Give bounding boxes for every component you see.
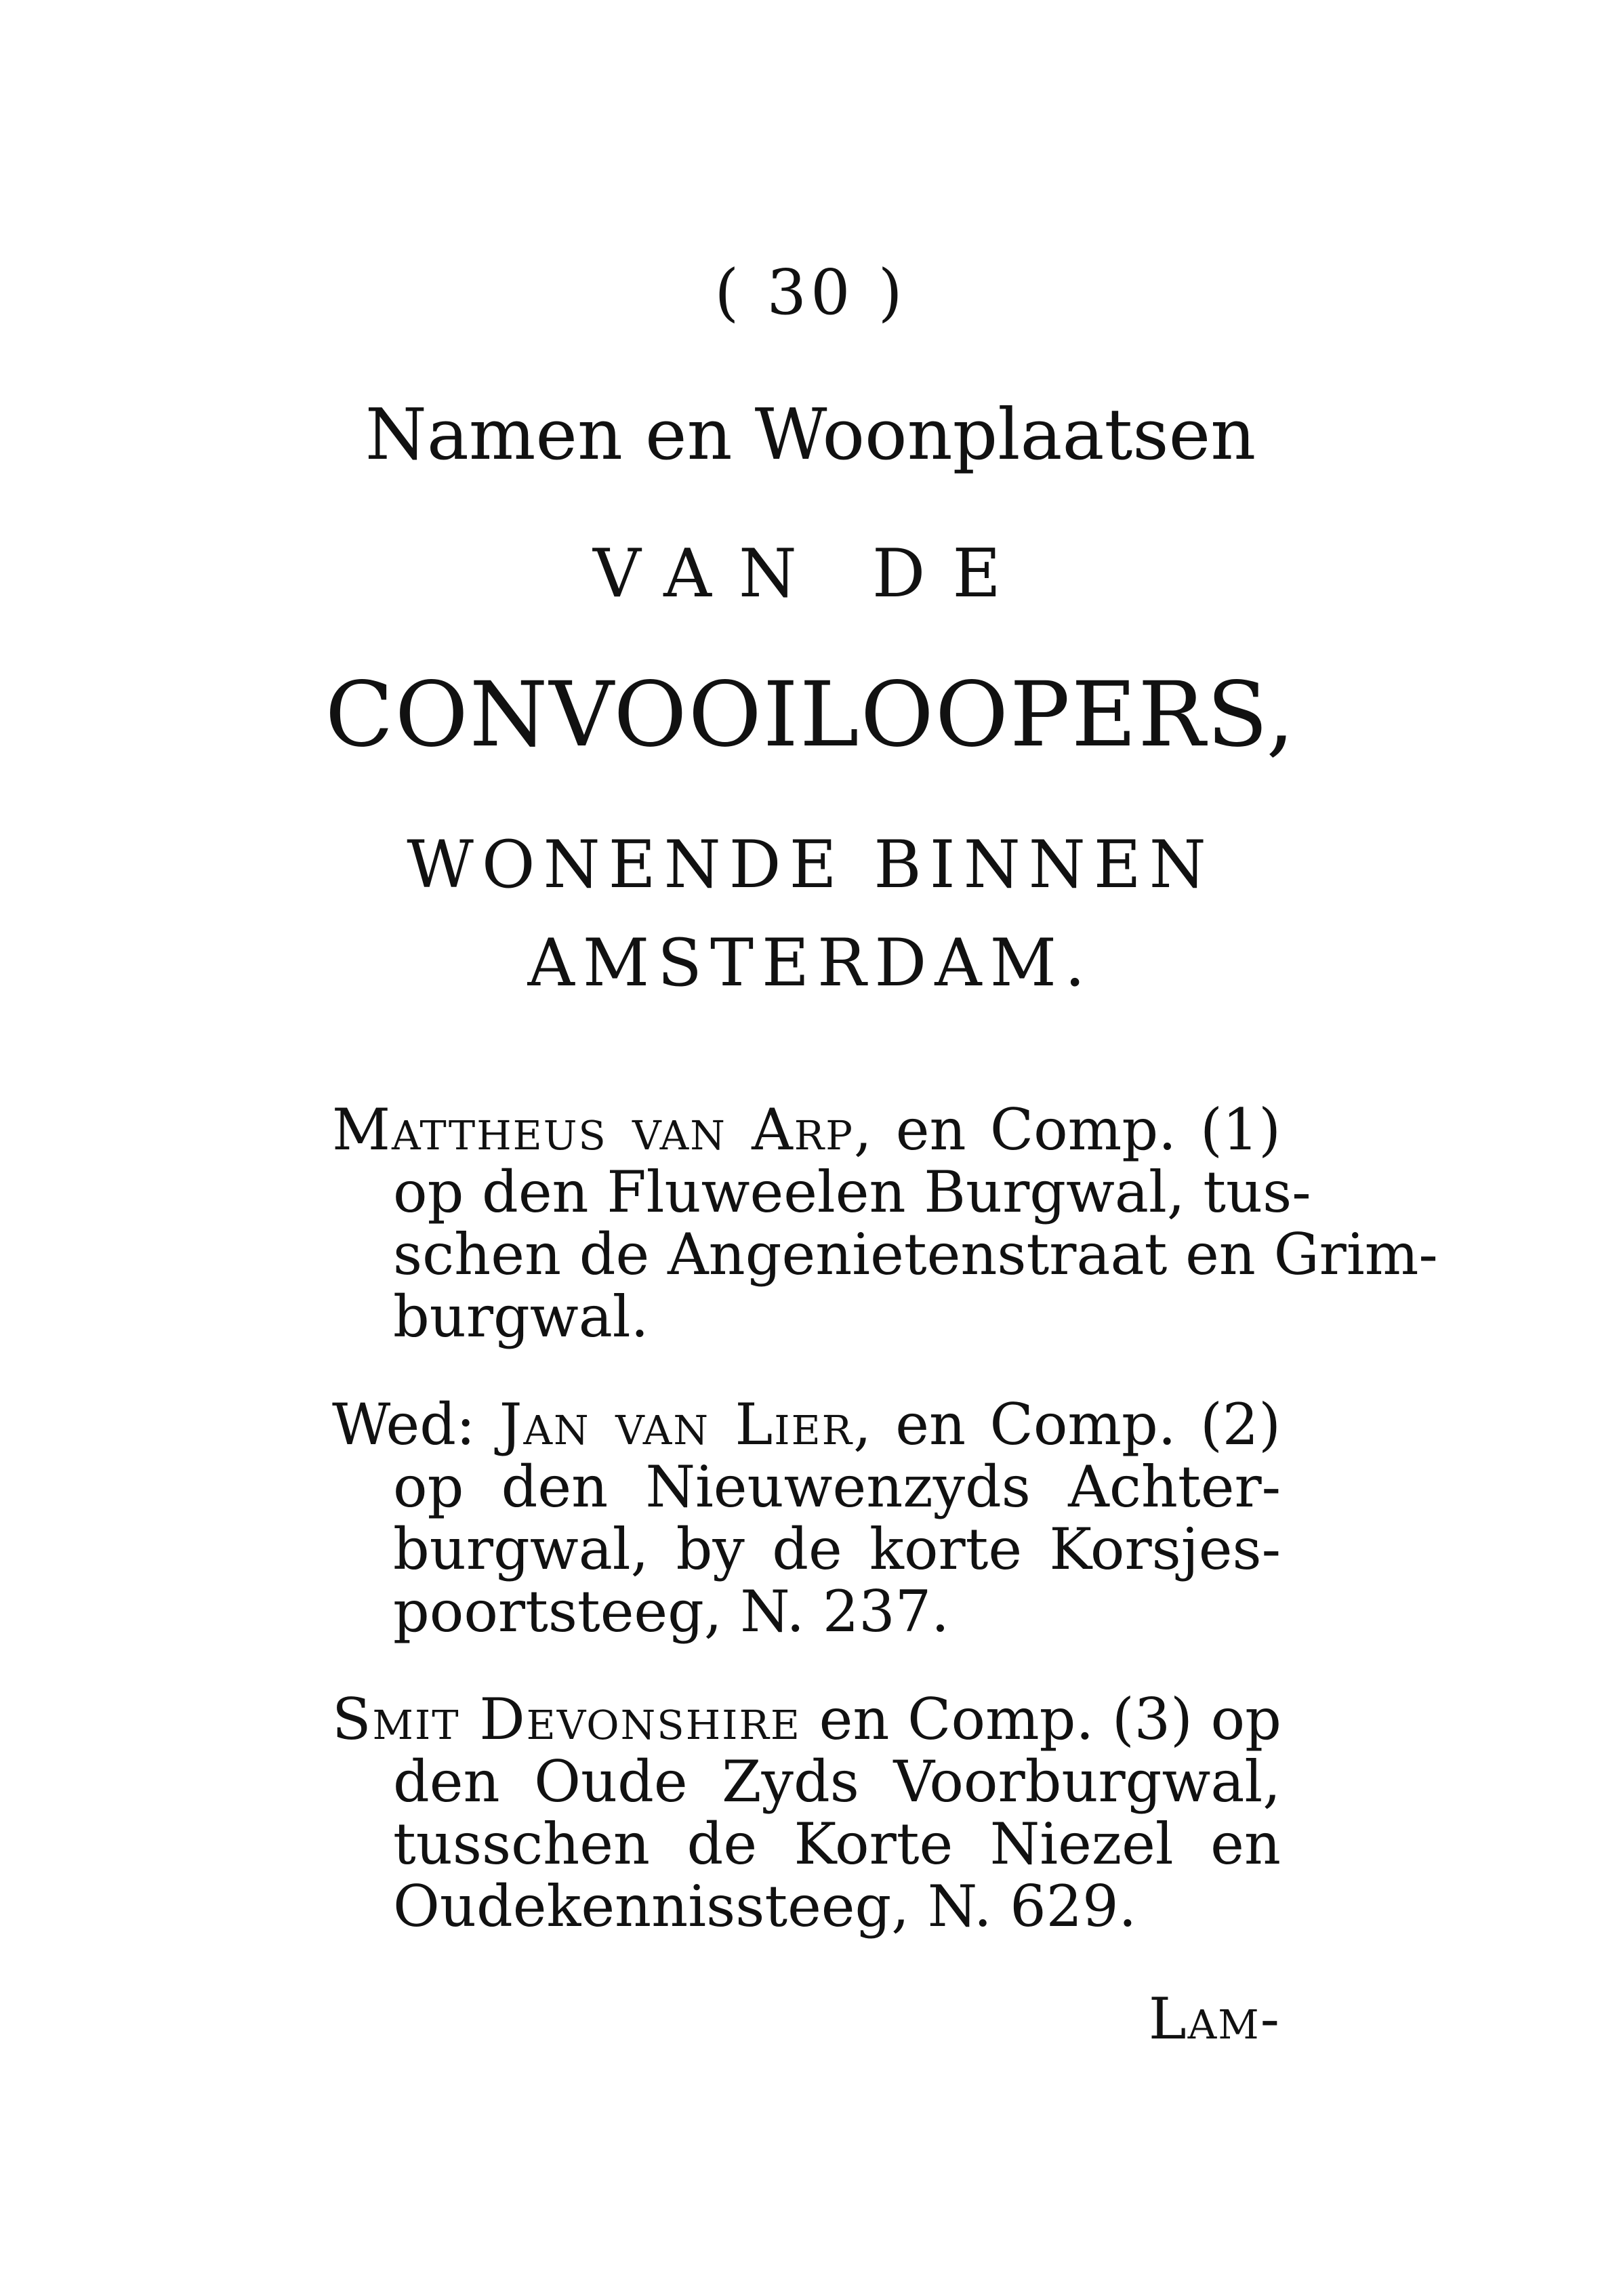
subtitle-van-de: VAN DE [593,535,1028,613]
entry-lead-line [332,1096,1281,1163]
entry-lead-rest: en Comp. (3) op [800,1686,1281,1752]
entry-name: Jan van Lier [499,1391,854,1458]
entry-line: den Oude Zyds Voorburgwal, [393,1748,1281,1815]
location-line-1: WONENDE BINNEN [407,827,1214,903]
entry-lead-line [332,1391,1281,1458]
entry-line: schen de Angenietenstraat en Grim- [393,1221,1438,1288]
entry-name: Mattheus van Arp [332,1096,854,1163]
catchword: Lam- [1148,1986,1281,2052]
entry-line: burgwal, by de korte Korsjes- [393,1516,1281,1582]
entry-line: tusschen de Korte Niezel en [393,1811,1281,1877]
entry-lead-rest: , en Comp. (1) [853,1096,1281,1163]
entry-line: op den Fluweelen Burgwal, tus- [393,1159,1311,1225]
location-line-2: AMSTERDAM. [527,925,1094,1001]
entry-line: poortsteeg, N. 237. [393,1578,949,1645]
entry-lead-line [332,1686,1281,1752]
entry-name: Smit Devonshire [332,1686,801,1752]
page-number: ( 30 ) [714,256,907,329]
entry-line: burgwal. [393,1284,649,1350]
page-title: Namen en Woonplaatsen [365,393,1256,476]
entry-prefix: Wed: [332,1391,499,1458]
entry-line: op den Nieuwenzyds Achter- [393,1454,1281,1520]
entry-line: Oudekennissteeg, N. 629. [393,1873,1137,1940]
main-heading: CONVOOILOOPERS, [325,663,1296,767]
entry-lead-rest: , en Comp. (2) [853,1391,1281,1458]
